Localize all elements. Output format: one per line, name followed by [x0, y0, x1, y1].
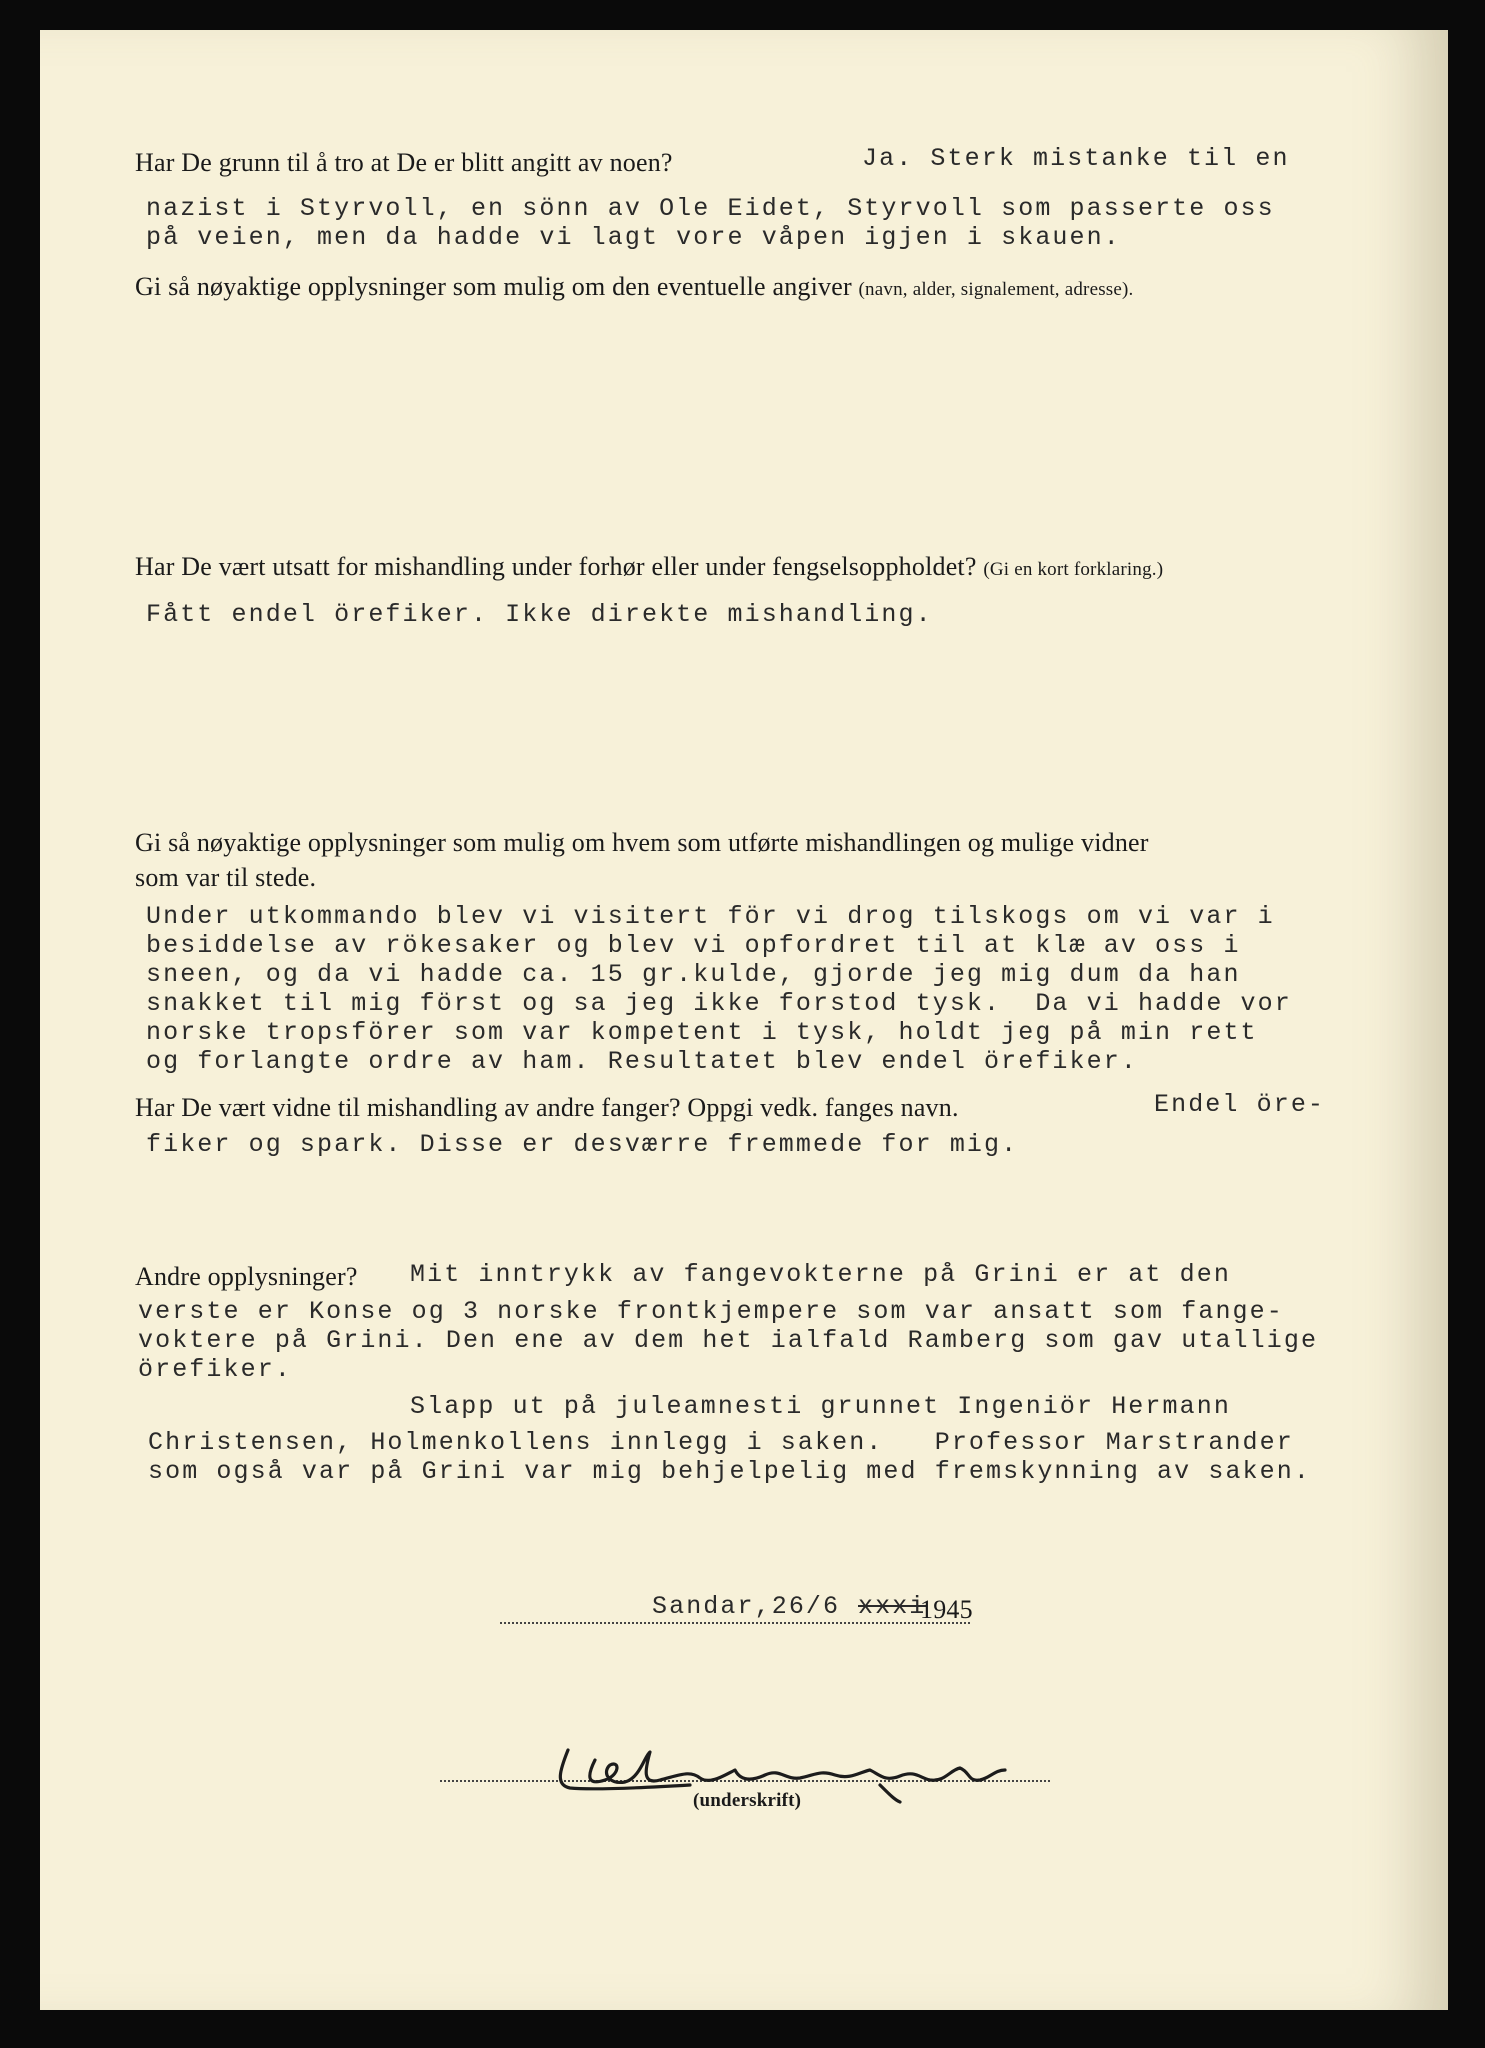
answer-witness-line2: fiker og spark. Disse er desværre fremmede for mig. — [146, 1130, 1019, 1159]
struck-text: xxxi — [858, 1592, 927, 1621]
question-other: Andre opplysninger? — [135, 1262, 358, 1291]
answer-other-line1: Mit inntrykk av fangevokterne på Grini er at den — [410, 1260, 1231, 1289]
answer-perpetrators: Under utkommando blev vi visitert för vi drog tilskogs om vi var i besiddelse av rökesaker og blev vi opfordret til at klæ av oss i sneen, og da vi hadde ca. 15 gr.kulde, gjorde jeg mig dum da han snakket til mig först og sa jeg ikke forstod tysk. Da vi hadde vor norske tropsförer som var kompetent i tysk, holdt jeg på min rett og forlangte ordre av ham. Resultatet blev endel örefiker. — [146, 902, 1292, 1076]
place-date: Sandar,26/6 — [652, 1592, 841, 1621]
question-witness: Har De vært vidne til mishandling av andre fanger? Oppgi vedk. fanges navn. — [135, 1093, 959, 1122]
year: 1945 — [920, 1595, 973, 1624]
question-perpetrators-line2: som var til stede. — [135, 863, 317, 892]
answer-informer-line1: Ja. Sterk mistanke til en — [862, 144, 1290, 173]
date-line — [500, 1622, 970, 1624]
answer-mistreatment: Fått endel örefiker. Ikke direkte mishandling. — [146, 600, 933, 629]
answer-other: verste er Konse og 3 norske frontkjempere som var ansatt som fange- voktere på Grini. Den ene av dem het ialfald Ramberg som gav utallige örefiker. — [138, 1297, 1319, 1384]
hint-informer-details: (navn, alder, signalement, adresse). — [858, 279, 1134, 300]
question-mistreatment: Har De vært utsatt for mishandling under forhør eller under fengselsoppholdet? (Gi en kort forklaring.) — [135, 552, 1164, 581]
question-perpetrators-line1: Gi så nøyaktige opplysninger som mulig om hvem som utførte mishandlingen og mulige vidner — [135, 828, 1149, 857]
answer-informer: nazist i Styrvoll, en sönn av Ole Eidet, Styrvoll som passerte oss på veien, men da hadde vi lagt vore våpen igjen i skauen. — [146, 194, 1275, 252]
hint-mistreatment: (Gi en kort forklaring.) — [983, 559, 1164, 580]
signature-label: (underskrift) — [693, 1790, 802, 1811]
question-informer: Har De grunn til å tro at De er blitt angitt av noen? — [135, 148, 673, 177]
answer-other-para2-line1: Slapp ut på juleamnesti grunnet Ingeniör Hermann — [410, 1392, 1231, 1421]
question-informer-details: Gi så nøyaktige opplysninger som mulig om den eventuelle angiver (navn, alder, signalement, adresse). — [135, 272, 1134, 301]
answer-other-para2: Christensen, Holmenkollens innlegg i saken. Professor Marstrander som også var på Grini var mig behjelpelig med fremskynning av saken. — [148, 1428, 1311, 1486]
document-page — [40, 30, 1448, 2010]
answer-witness-line1: Endel öre- — [1154, 1090, 1326, 1119]
